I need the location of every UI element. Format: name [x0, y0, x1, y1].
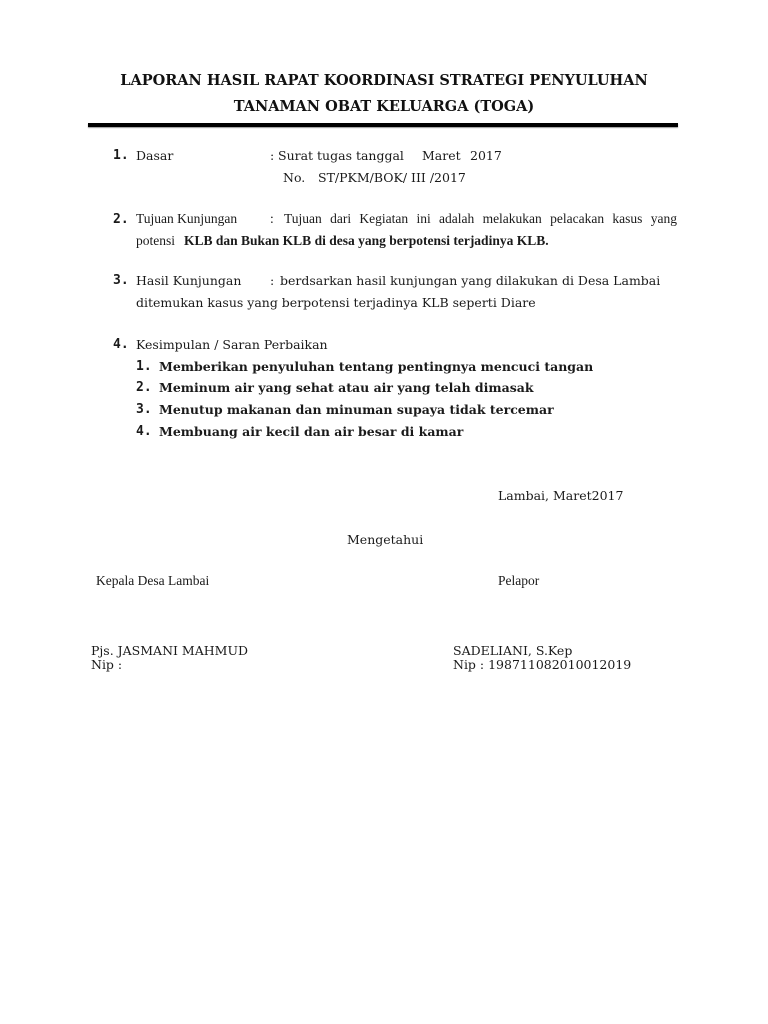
word: Tujuan	[284, 211, 322, 226]
right-signatory-nip: Nip : 198711082010012019	[453, 657, 632, 672]
list-item-text: Membuang air kecil dan air besar di kamar	[159, 424, 464, 439]
section-number: 2.	[113, 212, 129, 227]
word: yang	[650, 211, 677, 226]
list-item-text: Meminum air yang sehat atau air yang telah dimasak	[159, 380, 534, 395]
result-line-2: ditemukan kasus yang berpotensi terjadinya KLB seperti Diare	[136, 295, 536, 310]
section-label: Hasil Kunjungan	[136, 273, 242, 288]
letter-number: ST/PKM/BOK/ III /2017	[318, 170, 466, 185]
letter-year: 2017	[470, 148, 502, 163]
list-item-text: Memberikan penyuluhan tentang pentingnya mencuci tangan	[159, 359, 594, 374]
list-item-number: 3.	[136, 402, 152, 417]
left-signatory-name: Pjs. JASMANI MAHMUD	[91, 643, 249, 658]
list-item-number: 1.	[136, 359, 152, 374]
left-signatory-role: Kepala Desa Lambai	[96, 573, 210, 588]
list-item-text: Menutup makanan dan minuman supaya tidak tercemar	[159, 402, 554, 417]
section-label: Kesimpulan / Saran Perbaikan	[136, 337, 328, 352]
title-divider	[88, 123, 678, 127]
letter-reference: Surat tugas tanggal	[278, 148, 404, 163]
section-separator: :	[270, 211, 274, 226]
word: kasus	[612, 211, 643, 226]
word: adalah	[439, 211, 475, 226]
place-date: Lambai, Maret2017	[498, 488, 624, 503]
right-signatory-name: SADELIANI, S.Kep	[453, 643, 573, 658]
purpose-line-2: KLB dan Bukan KLB di desa yang berpotensi terjadinya KLB.	[184, 233, 549, 248]
result-line-1: berdsarkan hasil kunjungan yang dilakukan di Desa Lambai	[280, 273, 661, 288]
word: pelacakan	[550, 211, 605, 226]
letter-month: Maret	[422, 148, 461, 163]
section-number: 4.	[113, 337, 129, 352]
list-item-number: 4.	[136, 424, 152, 439]
word: ini	[416, 211, 431, 226]
document-title-line-2: TANAMAN OBAT KELUARGA (TOGA)	[233, 98, 535, 115]
document-title-line-1: LAPORAN HASIL RAPAT KOORDINASI STRATEGI PENYULUHAN	[120, 72, 648, 89]
list-item-number: 2.	[136, 380, 152, 395]
section-label: Tujuan Kunjungan	[136, 211, 238, 226]
word: dari	[330, 211, 352, 226]
left-signatory-nip: Nip :	[91, 657, 123, 672]
section-label: Dasar	[136, 148, 174, 163]
section-separator: :	[270, 148, 275, 163]
letter-number-prefix: No.	[283, 170, 306, 185]
section-number: 1.	[113, 148, 129, 163]
section-number: 3.	[113, 273, 129, 288]
section-separator: :	[270, 273, 275, 288]
purpose-line-2-prefix: potensi	[136, 233, 175, 248]
right-signatory-role: Pelapor	[498, 573, 540, 588]
acknowledged-label: Mengetahui	[347, 532, 424, 547]
word: melakukan	[482, 211, 542, 226]
word: Kegiatan	[359, 211, 409, 226]
purpose-line-1	[284, 211, 677, 227]
